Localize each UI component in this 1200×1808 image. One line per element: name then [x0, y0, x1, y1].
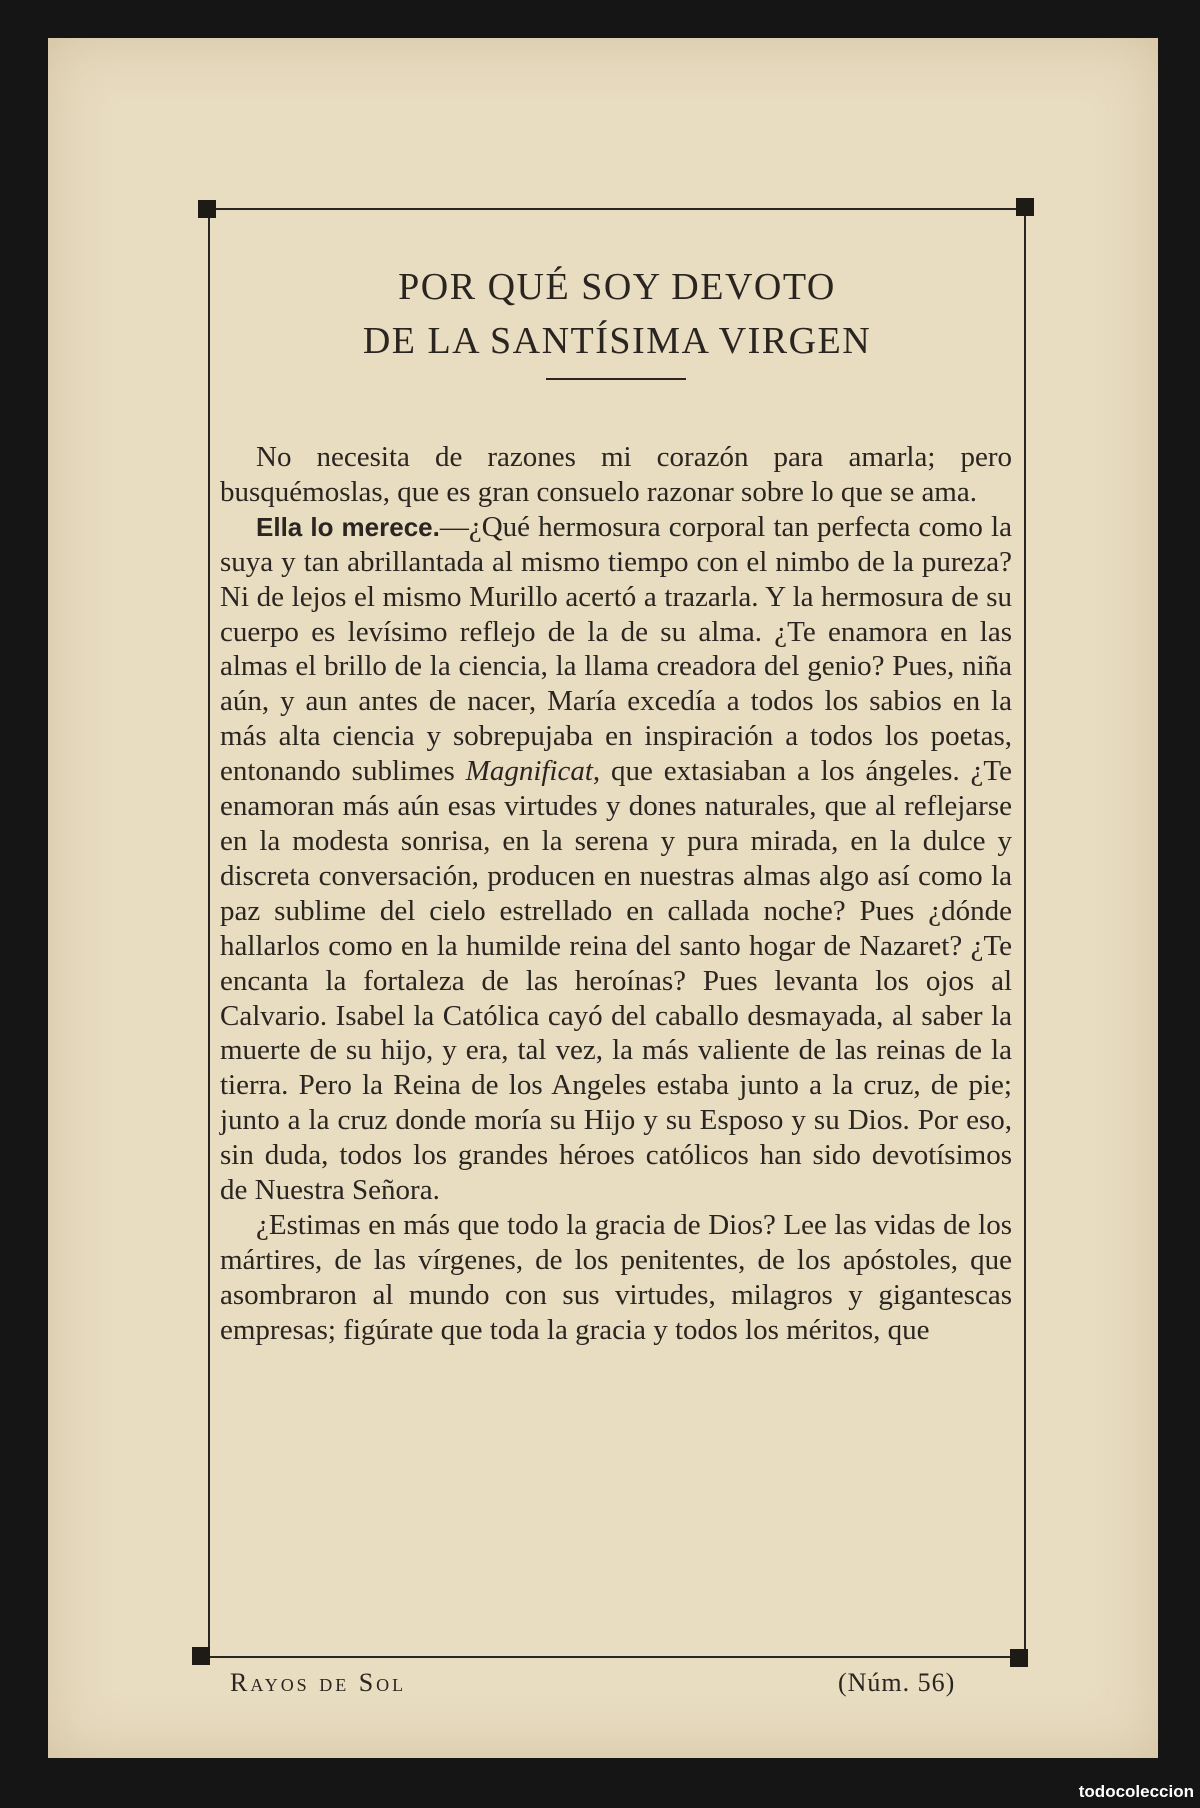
paragraph-3: ¿Estimas en más que todo la gracia de Dios? Lee las vidas de los mártires, de las vírgenes, de los penitentes, de los apóstoles, que asombraron al mundo con sus virtudes, milagros y gigantescas empresas; figúrate que toda la gracia y todos los méritos, que — [220, 1208, 1012, 1346]
frame-bottom-rule — [203, 1656, 1023, 1658]
title-line-2: DE LA SANTÍSIMA VIRGEN — [362, 320, 872, 362]
frame-top-rule — [203, 208, 1023, 210]
pamphlet-page — [48, 38, 1158, 1758]
page-title — [208, 260, 1026, 368]
corner-ornament-top-left — [198, 200, 216, 218]
paragraph-2-lead: Ella lo merece. — [256, 511, 440, 542]
paragraph-1: No necesita de razones mi corazón para amarla; pero busquémoslas, que es gran consuelo razonar sobre lo que se ama. — [220, 441, 1012, 508]
corner-ornament-bottom-left — [192, 1647, 210, 1665]
watermark-text: todocoleccion — [1078, 1782, 1194, 1801]
paragraph-2 — [220, 510, 1012, 1208]
paragraph-2-text-b: , que extasiaban a los ángeles. ¿Te enamoran más aún esas virtudes y dones naturales, que al reflejarse en la modesta sonrisa, en la serena y pura mirada, en la dulce y discreta conversación, producen en nuestras almas algo así como la paz sublime del cielo estrellado en callada noche? Pues ¿dónde hallarlos como en la humilde reina del santo hogar de Nazaret? ¿Te encanta la fortaleza de las heroínas? Pues levanta los ojos al Calvario. Isabel la Católica cayó del caballo desmayada, al saber la muerte de su hijo, y era, tal vez, la más valiente de las reinas de la tierra. Pero la Reina de los Angeles estaba junto a la cruz, de pie; junto a la cruz donde moría su Hijo y su Esposo y su Dios. Por eso, sin duda, todos los grandes héroes católicos han sido devotísimos de Nuestra Señora. — [220, 755, 1012, 1207]
body-text — [220, 440, 1012, 1348]
frame-right-rule — [1024, 208, 1026, 1656]
paragraph-2-italic: Magnificat — [465, 755, 593, 788]
series-title: Rayos de Sol — [230, 1668, 407, 1697]
issue-number: (Núm. 56) — [838, 1668, 956, 1697]
frame-left-rule — [208, 208, 210, 1656]
corner-ornament-bottom-right — [1010, 1649, 1028, 1667]
paragraph-2-text-a: —¿Qué hermosura corporal tan perfecta como la suya y tan abrillantada al mismo tiempo con el nimbo de la pureza? Ni de lejos el mismo Murillo acertó a trazarla. Y la hermosura de su cuerpo es levísimo reflejo de la de su alma. ¿Te enamora en las almas el brillo de la ciencia, la llama creadora del genio? Pues, niña aún, y aun antes de nacer, María excedía a todos los sabios en la más alta ciencia y sobrepujaba en inspiración a todos los poetas, entonando sublimes — [220, 510, 1012, 788]
title-underline — [546, 378, 686, 380]
title-line-1: POR QUÉ SOY DEVOTO — [398, 266, 836, 308]
corner-ornament-top-right — [1016, 198, 1034, 216]
